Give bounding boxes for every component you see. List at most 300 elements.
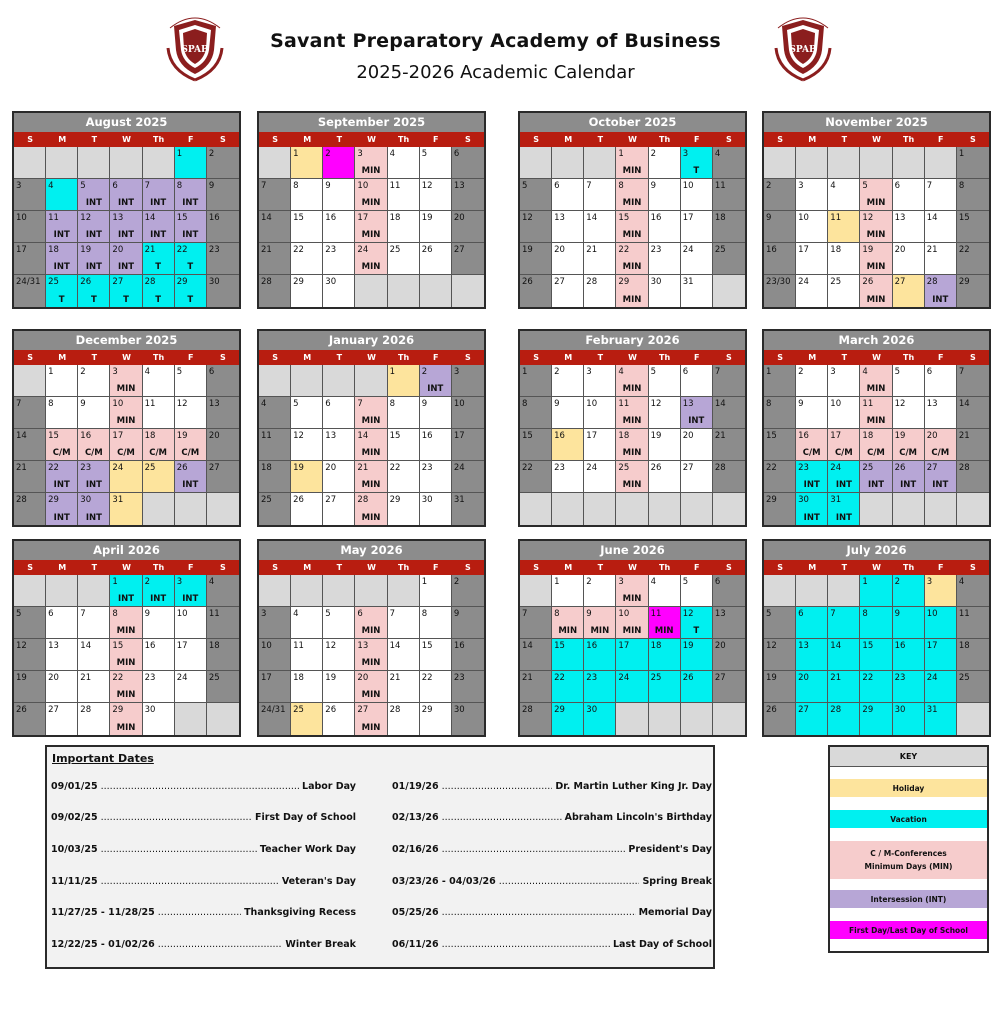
weekday-label: S: [533, 353, 539, 362]
day-cell: [616, 429, 648, 461]
weekday-label: Th: [903, 563, 915, 572]
day-cell: [616, 671, 648, 703]
weekday-label: M: [303, 353, 312, 362]
day-cell: [323, 365, 355, 397]
day-cell: [925, 493, 957, 525]
day-number: 17: [926, 641, 938, 651]
dot-leader: [442, 939, 610, 950]
weekday-label: F: [433, 353, 439, 362]
day-cell: [452, 275, 484, 307]
important-date: 11/27/25 - 11/28/25: [51, 907, 155, 918]
day-cell: [860, 147, 892, 179]
day-cell: [796, 493, 828, 525]
day-cell: [259, 639, 291, 671]
weekday-label: W: [628, 563, 637, 572]
day-number: 25: [261, 495, 272, 505]
day-cell: [925, 147, 957, 179]
weekday-label: F: [938, 353, 944, 362]
day-number: 9: [144, 609, 150, 619]
weekday-label: S: [777, 135, 783, 144]
important-date: 05/25/26: [392, 907, 439, 918]
day-cell: [893, 639, 925, 671]
important-date-name: Teacher Work Day: [259, 844, 356, 855]
day-number: 12: [522, 213, 533, 223]
day-cell: [175, 671, 207, 703]
day-cell: [616, 575, 648, 607]
day-number: 10: [798, 213, 809, 223]
day-tag: MIN: [622, 230, 642, 240]
day-number: 31: [926, 705, 938, 715]
day-tag: MIN: [361, 262, 381, 272]
day-cell: [925, 179, 957, 211]
day-cell: [420, 147, 452, 179]
day-cell: [713, 211, 745, 243]
day-cell: [207, 147, 239, 179]
day-number: 4: [144, 367, 150, 377]
day-number: 21: [586, 245, 598, 255]
weekday-label: W: [122, 353, 131, 362]
day-cell: [828, 365, 860, 397]
day-number: 15: [176, 213, 188, 223]
day-number: 21: [522, 673, 533, 683]
day-number: 3: [682, 149, 689, 159]
weekday-label: S: [777, 353, 783, 362]
day-cell: [46, 671, 78, 703]
day-number: 12: [80, 213, 92, 223]
day-number: 29: [766, 495, 777, 505]
weekday-label: F: [938, 563, 944, 572]
day-cell: [143, 607, 175, 639]
day-cell: [388, 211, 420, 243]
day-number: 30: [325, 277, 337, 287]
day-cell: [452, 607, 484, 639]
day-number: 16: [208, 213, 220, 223]
important-date-row: [51, 812, 356, 826]
day-tag: MIN: [116, 416, 136, 426]
day-cell: [110, 703, 142, 735]
day-number: 27: [357, 705, 369, 715]
day-number: 23: [80, 463, 92, 473]
day-number: 16: [554, 431, 565, 441]
day-number: 29: [293, 277, 304, 287]
day-number: 8: [48, 399, 54, 409]
day-tag: MIN: [622, 626, 642, 636]
day-cell: [175, 243, 207, 275]
day-cell: [259, 211, 291, 243]
day-cell: [584, 607, 616, 639]
day-tag: MIN: [622, 262, 642, 272]
day-number: 29: [112, 705, 124, 715]
day-number: 22: [554, 673, 565, 683]
month-calendar: [518, 539, 747, 737]
important-date: 01/19/26: [392, 781, 439, 792]
day-number: 30: [586, 705, 598, 715]
day-cell: [681, 493, 713, 525]
important-date-row: [392, 876, 712, 890]
day-number: 24: [618, 673, 630, 683]
day-number: 26: [650, 463, 662, 473]
important-date-name: Spring Break: [642, 876, 712, 887]
month-title: February 2026: [520, 331, 745, 350]
weekday-header-row: [14, 132, 239, 147]
day-cell: [584, 275, 616, 307]
day-tag: T: [123, 295, 129, 305]
day-number: 30: [80, 495, 92, 505]
day-cell: [925, 243, 957, 275]
day-number: 8: [389, 399, 395, 409]
day-number: 22: [958, 245, 970, 255]
day-cell: [925, 365, 957, 397]
day-number: 2: [453, 577, 460, 587]
day-cell: [207, 179, 239, 211]
day-number: 20: [798, 673, 809, 683]
day-number: 5: [421, 149, 428, 159]
key-holiday-label: Holiday: [892, 783, 925, 793]
day-number: 25: [389, 245, 401, 255]
day-cell: [259, 575, 291, 607]
day-tag: C/M: [834, 448, 853, 458]
day-cell: [828, 575, 860, 607]
day-cell: [388, 607, 420, 639]
day-cell: [616, 147, 648, 179]
day-cell: [291, 179, 323, 211]
day-tag: MIN: [866, 295, 886, 305]
day-cell: [764, 607, 796, 639]
day-cell: [323, 179, 355, 211]
day-cell: [520, 575, 552, 607]
day-cell: [764, 275, 796, 307]
day-cell: [957, 429, 989, 461]
day-tag: T: [58, 295, 65, 305]
day-number: 30: [421, 495, 433, 505]
important-date-row: [51, 876, 356, 890]
day-number: 1: [176, 149, 183, 159]
day-cell: [78, 179, 110, 211]
month-calendar: [257, 329, 486, 527]
weekday-label: Th: [903, 135, 915, 144]
day-tag: INT: [803, 513, 820, 523]
day-number: 22: [389, 463, 401, 473]
day-number: 10: [618, 609, 630, 619]
day-cell: [323, 703, 355, 735]
day-cell: [207, 365, 239, 397]
day-number: 3: [453, 367, 460, 377]
day-tag: MIN: [866, 416, 886, 426]
month-calendar: [12, 539, 241, 737]
day-number: 11: [830, 213, 842, 223]
day-cell: [860, 211, 892, 243]
day-number: 31: [682, 277, 694, 287]
month-calendar: [257, 111, 486, 309]
day-cell: [764, 575, 796, 607]
day-number: 6: [325, 399, 331, 409]
day-number: 11: [862, 399, 874, 409]
day-cell: [452, 639, 484, 671]
day-cell: [78, 493, 110, 525]
day-number: 19: [862, 245, 874, 255]
day-cell: [452, 429, 484, 461]
day-number: 24: [830, 463, 842, 473]
day-number: 11: [714, 181, 726, 191]
day-number: 19: [682, 641, 694, 651]
day-cell: [355, 275, 387, 307]
day-cell: [649, 703, 681, 735]
dot-leader: [499, 876, 640, 887]
day-cell: [520, 493, 552, 525]
day-cell: [323, 211, 355, 243]
day-cell: [143, 365, 175, 397]
day-cell: [355, 147, 387, 179]
day-cell: [175, 179, 207, 211]
day-cell: [649, 639, 681, 671]
day-cell: [323, 607, 355, 639]
day-cell: [552, 639, 584, 671]
day-cell: [46, 607, 78, 639]
day-number: 18: [958, 641, 970, 651]
month-title: January 2026: [259, 331, 484, 350]
day-cell: [681, 147, 713, 179]
day-number: 15: [958, 213, 970, 223]
day-cell: [957, 607, 989, 639]
day-cell: [46, 243, 78, 275]
important-date-name: Thanksgiving Recess: [244, 907, 356, 918]
day-number: 24: [453, 463, 465, 473]
day-cell: [452, 243, 484, 275]
day-tag: INT: [932, 295, 949, 305]
dot-leader: [442, 844, 626, 855]
day-cell: [925, 429, 957, 461]
day-number: 20: [894, 245, 906, 255]
day-tag: MIN: [116, 658, 136, 668]
day-number: 6: [894, 181, 900, 191]
day-number: 17: [586, 431, 598, 441]
day-number: 21: [830, 673, 842, 683]
day-number: 31: [453, 495, 465, 505]
day-number: 22: [293, 245, 304, 255]
day-number: 17: [618, 641, 630, 651]
day-cell: [143, 671, 175, 703]
weekday-label: T: [336, 135, 343, 144]
day-cell: [860, 275, 892, 307]
day-tag: INT: [900, 480, 917, 490]
day-cell: [681, 275, 713, 307]
day-cell: [259, 461, 291, 493]
weekday-label: S: [220, 353, 226, 362]
day-cell: [110, 147, 142, 179]
day-cell: [110, 639, 142, 671]
day-cell: [681, 243, 713, 275]
day-number: 9: [650, 181, 656, 191]
day-cell: [355, 607, 387, 639]
day-tag: MIN: [622, 166, 642, 176]
day-cell: [828, 429, 860, 461]
weekday-label: Th: [153, 135, 165, 144]
day-cell: [616, 493, 648, 525]
day-number: 11: [293, 641, 304, 651]
month-title: November 2025: [764, 113, 989, 132]
day-cell: [143, 461, 175, 493]
day-cell: [291, 703, 323, 735]
day-number: 26: [293, 495, 304, 505]
day-tag: MIN: [361, 230, 381, 240]
day-cell: [860, 429, 892, 461]
day-cell: [420, 179, 452, 211]
weekday-header-row: [520, 132, 745, 147]
day-cell: [78, 429, 110, 461]
day-number: 9: [766, 213, 772, 223]
day-cell: [828, 703, 860, 735]
day-number: 3: [830, 367, 836, 377]
important-date: 02/13/26: [392, 812, 439, 823]
day-number: 7: [830, 609, 836, 619]
day-cell: [764, 397, 796, 429]
day-cell: [681, 397, 713, 429]
important-date-name: Memorial Day: [638, 907, 712, 918]
day-cell: [388, 397, 420, 429]
day-cell: [925, 639, 957, 671]
day-cell: [14, 703, 46, 735]
day-number: 26: [80, 277, 92, 287]
day-number: 7: [144, 181, 150, 191]
day-number: 10: [926, 609, 938, 619]
day-cell: [764, 461, 796, 493]
weekday-label: T: [336, 353, 343, 362]
day-cell: [143, 179, 175, 211]
day-number: 25: [714, 245, 726, 255]
day-cell: [420, 493, 452, 525]
day-number: 13: [798, 641, 809, 651]
day-cell: [520, 703, 552, 735]
day-cell: [452, 179, 484, 211]
day-cell: [796, 397, 828, 429]
day-number: 2: [144, 577, 150, 587]
day-cell: [828, 243, 860, 275]
day-number: 18: [862, 431, 874, 441]
day-number: 31: [112, 495, 124, 505]
day-number: 10: [112, 399, 124, 409]
month-calendar: [12, 111, 241, 309]
weekday-label: M: [808, 135, 817, 144]
important-dates-panel: [45, 745, 715, 969]
day-cell: [649, 275, 681, 307]
day-number: 2: [766, 181, 772, 191]
important-date: 10/03/25: [51, 844, 98, 855]
day-number: 11: [618, 399, 630, 409]
day-number: 18: [261, 463, 272, 473]
day-cell: [713, 493, 745, 525]
day-cell: [388, 365, 420, 397]
weekday-label: F: [188, 563, 194, 572]
day-number: 4: [862, 367, 868, 377]
day-cell: [14, 365, 46, 397]
day-tag: INT: [85, 230, 102, 240]
day-number: 6: [926, 367, 933, 377]
month-title: March 2026: [764, 331, 989, 350]
day-number: 25: [862, 463, 874, 473]
day-number: 13: [48, 641, 59, 651]
weekday-label: S: [465, 135, 471, 144]
day-number: 9: [554, 399, 560, 409]
day-cell: [323, 275, 355, 307]
day-cell: [713, 639, 745, 671]
day-number: 25: [144, 463, 156, 473]
important-date-row: [51, 781, 356, 795]
day-tag: MIN: [622, 480, 642, 490]
day-cell: [420, 639, 452, 671]
day-number: 22: [176, 245, 188, 255]
day-cell: [649, 493, 681, 525]
day-number: 24: [586, 463, 598, 473]
day-number: 8: [618, 181, 624, 191]
weekday-label: F: [188, 353, 194, 362]
day-number: 20: [208, 431, 220, 441]
day-cell: [323, 243, 355, 275]
weekday-label: W: [122, 135, 131, 144]
day-number: 2: [208, 149, 215, 159]
day-number: 10: [261, 641, 272, 651]
day-cell: [291, 275, 323, 307]
day-number: 27: [554, 277, 565, 287]
day-cell: [143, 575, 175, 607]
day-number: 28: [958, 463, 970, 473]
day-number: 15: [48, 431, 59, 441]
day-number: 15: [389, 431, 401, 441]
day-cell: [893, 179, 925, 211]
day-tag: C/M: [84, 448, 103, 458]
day-cell: [796, 461, 828, 493]
day-number: 5: [682, 577, 689, 587]
day-cell: [713, 607, 745, 639]
day-cell: [552, 243, 584, 275]
day-number: 3: [357, 149, 363, 159]
day-number: 14: [586, 213, 598, 223]
day-cell: [584, 703, 616, 735]
day-number: 30: [144, 705, 156, 715]
day-number: 19: [16, 673, 27, 683]
day-cell: [355, 365, 387, 397]
day-cell: [452, 493, 484, 525]
day-number: 30: [453, 705, 465, 715]
day-tag: MIN: [361, 448, 381, 458]
day-tag: INT: [53, 513, 70, 523]
day-number: 24: [176, 673, 188, 683]
day-number: 25: [293, 705, 304, 715]
day-cell: [552, 493, 584, 525]
key-vacation: [830, 810, 987, 828]
day-cell: [452, 365, 484, 397]
day-number: 4: [830, 181, 836, 191]
day-cell: [388, 703, 420, 735]
day-number: 1: [522, 367, 528, 377]
day-cell: [291, 671, 323, 703]
weekday-label: M: [303, 563, 312, 572]
day-number: 26: [421, 245, 433, 255]
key-first-last-label: First Day/Last Day of School: [849, 925, 968, 935]
day-number: 25: [618, 463, 630, 473]
day-cell: [46, 211, 78, 243]
day-number: 23: [144, 673, 156, 683]
day-tag: MIN: [866, 262, 886, 272]
day-cell: [14, 397, 46, 429]
day-cell: [520, 607, 552, 639]
weekday-label: T: [841, 353, 848, 362]
day-cell: [14, 607, 46, 639]
day-tag: INT: [117, 230, 135, 240]
day-cell: [796, 703, 828, 735]
day-number: 17: [830, 431, 842, 441]
day-number: 15: [766, 431, 777, 441]
day-number: 25: [650, 673, 662, 683]
